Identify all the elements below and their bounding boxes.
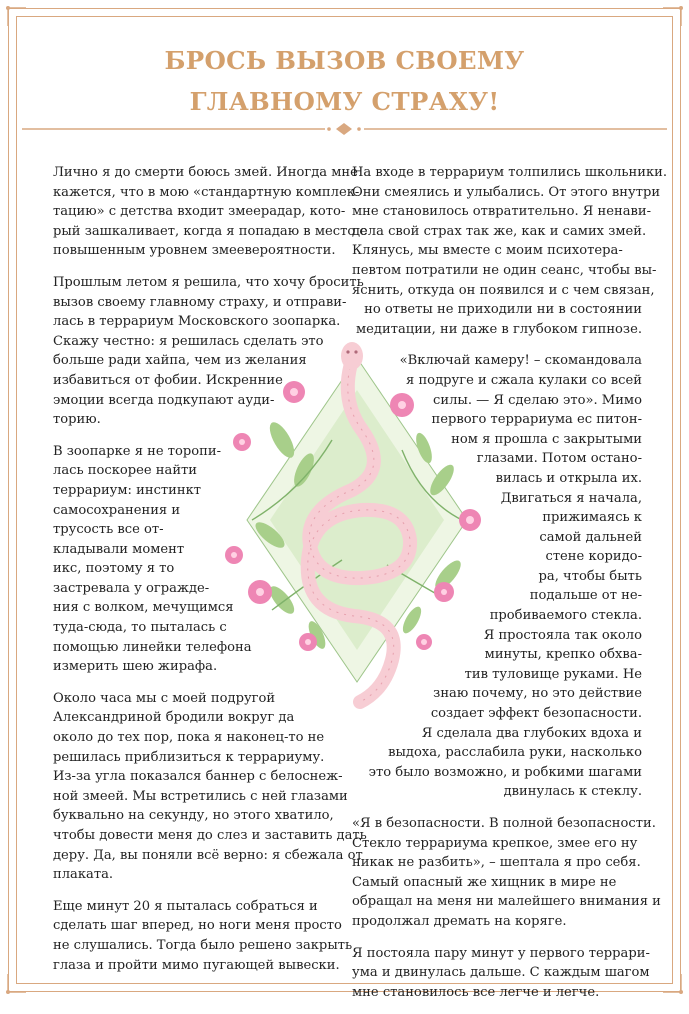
left-column-paragraph (53, 273, 364, 430)
text-line: пробиваемого стекла. (489, 608, 642, 624)
text-line: Из-за угла показался баннер с белоснеж- (53, 769, 343, 785)
text-line: трусость все от- (53, 522, 164, 538)
text-line: лась в террариум Московского зоопарка. (53, 314, 341, 330)
text-line: В зоопарке я не торопи- (53, 443, 222, 459)
text-line: мне становилось все легче и легче. (352, 984, 600, 1000)
corner-ornament-top-right (663, 4, 685, 26)
text-line: туда-сюда, то пыталась с (53, 620, 227, 636)
text-line: Клянусь, мы вместе с моим психотера- (352, 243, 623, 259)
text-line: самой дальней (539, 529, 642, 545)
text-line: тив туловище руками. Не (464, 666, 642, 682)
text-line: Скажу честно: я решилась сделать это (53, 333, 324, 349)
right-column-paragraph (352, 351, 642, 802)
right-column-paragraph (352, 163, 668, 339)
text-line: я подруге и сжала кулаки со всей (406, 372, 642, 388)
text-line: террариум: инстинкт (53, 482, 202, 498)
corner-ornament-top-left (4, 4, 26, 26)
text-line: ной змеей. Мы встретились с ней глазами (53, 788, 348, 804)
text-line: не слушались. Тогда было решено закрыть (53, 937, 353, 953)
text-line: продолжал дремать на коряге. (352, 913, 567, 929)
text-line: подальше от не- (529, 588, 642, 604)
text-line: Я сделала два глубоких вдоха и (421, 725, 642, 741)
text-line: никак не разбить», – шептала я про себя. (352, 855, 641, 871)
text-line: лась поскорее найти (53, 463, 198, 479)
title-line-2: ГЛАВНОМУ СТРАХУ! (189, 87, 500, 116)
text-line: ном я прошла с закрытыми (451, 431, 642, 447)
text-line: минуты, крепко обхва- (484, 647, 642, 663)
text-line: глаза и пройти мимо пугающей вывески. (53, 957, 340, 973)
text-line: кладывали момент (53, 541, 185, 557)
text-line: знаю почему, но это действие (433, 686, 642, 702)
text-line: создает эффект безопасности. (430, 706, 642, 722)
text-line: Около часа мы с моей подругой (53, 690, 276, 706)
right-column-paragraph (352, 944, 650, 1003)
text-line: эмоции всегда подкупают ауди- (53, 392, 275, 408)
text-line: силы. — Я сделаю это». Мимо (433, 392, 642, 408)
text-line: Стекло террариума крепкое, змее его ну (352, 835, 638, 851)
corner-ornament-bottom-right (663, 974, 685, 996)
left-column-paragraph (53, 689, 367, 885)
text-line: Прошлым летом я решила, что хочу бросить (53, 274, 364, 290)
text-line: Самый опасный же хищник в мире не (352, 874, 617, 890)
text-line: На входе в террариум толпились школьники. (352, 165, 668, 180)
text-line: кажется, что в мою «стандартную комплек- (53, 184, 360, 200)
text-line: Двигаться я начала, (500, 490, 642, 506)
text-line: рый зашкаливает, когда я попадаю в место с (53, 223, 367, 239)
text-line: около до тех пор, пока я наконец-то не (53, 730, 325, 746)
text-line: «Включай камеру! – скомандовала (399, 353, 642, 369)
text-line: плаката. (53, 867, 114, 883)
text-line: вилась и открыла их. (495, 470, 642, 486)
text-line: глазами. Потом остано- (476, 451, 642, 467)
text-line: мне становилось отвратительно. Я ненави- (352, 204, 652, 220)
text-line: икс, поэтому я то (53, 561, 175, 577)
text-line: тацию» с детства входит змеерадар, кото- (53, 204, 346, 220)
text-line: Лично я до смерти боюсь змей. Иногда мне (53, 165, 358, 180)
text-line: это было возможно, и робкими шагами (368, 764, 642, 780)
text-line: торию. (53, 412, 101, 428)
text-line: обращал на меня ни малейшего внимания и (352, 894, 661, 910)
text-line: ума и двинулась дальше. С каждым шагом (352, 965, 650, 981)
left-column-paragraph (53, 442, 338, 677)
text-line: выдоха, расслабила руки, насколько (388, 745, 642, 761)
text-line: решилась приблизиться к террариуму. (53, 749, 325, 765)
text-line: ния с волком, мечущимся (53, 600, 234, 616)
text-line: Еще минут 20 я пыталась собраться и (53, 898, 318, 914)
right-column (352, 163, 668, 1014)
page-title (60, 40, 629, 122)
text-line: измерить шею жирафа. (53, 659, 218, 675)
text-line: стене коридо- (545, 549, 642, 565)
text-line: первого террариума ес питон- (431, 412, 642, 428)
text-line: помощью линейки телефона (53, 639, 252, 655)
right-column-paragraph (352, 814, 661, 932)
text-line: певтом потратили не один сеанс, чтобы вы- (352, 262, 657, 278)
text-line: сделать шаг вперед, но ноги меня просто (53, 918, 342, 934)
text-line: чтобы довести меня до слез и заставить дать (53, 828, 367, 843)
text-line: деру. Да, вы поняли всё верно: я сбежала от (53, 847, 363, 863)
title-divider (22, 122, 667, 136)
left-column-paragraph (53, 163, 367, 261)
text-line: буквально на секунду, но этого хватило, (53, 808, 334, 824)
text-line: медитации, ни даже в глубоком гипнозе. (356, 321, 642, 337)
text-line: двинулась к стеклу. (503, 784, 642, 800)
left-column (53, 163, 367, 987)
text-line: «Я в безопасности. В полной безопасности. (352, 816, 656, 831)
text-line: Я простояла так около (483, 627, 642, 643)
text-line: Александриной бродили вокруг да (53, 710, 295, 726)
text-line: яснить, откуда он появился и с чем связан, (352, 282, 655, 298)
title-line-1: БРОСЬ ВЫЗОВ СВОЕМУ (164, 46, 525, 75)
text-line: Я постояла пару минут у первого террари- (352, 945, 650, 961)
text-line: самосохранения и (53, 502, 181, 518)
text-line: вызов своему главному страху, и отправи- (53, 294, 347, 310)
text-line: застревала у огражде- (53, 580, 210, 596)
text-line: избавиться от фобии. Искренние (53, 372, 283, 388)
text-line: прижимаясь к (542, 510, 642, 526)
text-line: повышенным уровнем змеевероятности. (53, 243, 336, 259)
corner-ornament-bottom-left (4, 974, 26, 996)
text-line: но ответы не приходили ни в состоянии (364, 302, 642, 318)
left-column-paragraph (53, 897, 353, 975)
text-line: дела свой страх так же, как и самих змей. (352, 223, 647, 239)
text-line: больше ради хайпа, чем из желания (53, 353, 307, 369)
text-line: Они смеялись и улыбались. От этого внутри (352, 184, 661, 200)
text-line: ра, чтобы быть (538, 568, 642, 584)
